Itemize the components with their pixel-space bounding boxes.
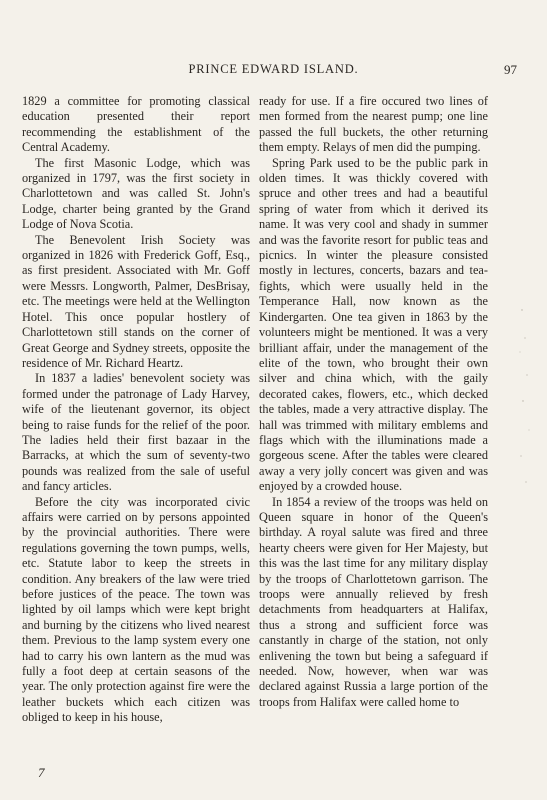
paragraph: The first Masonic Lodge, which was organized in 1797, was the first society in Charlottetown and was called St. John's Lodge, charter being granted by the Grand Lodge of Nova Scotia. (22, 155, 250, 232)
paragraph: Spring Park used to be the public park in olden times. It was thickly covered with spruce and other trees and had a beautiful spring of water from which it derived its name. It was very cool and shady in summer and was the favorite resort for public teas and picnics. In winter the pleasure consisted mostly in lectures, concerts, bazars and tea-fights, which were usually held in the Temperance Hall, now known as the Kindergarten. One tea given in 1863 by the volunteers might be mentioned. It was a very brilliant affair, under the management of the elite of the town, who brought their own silver and china which, with the gaily decorated cakes, flowers, etc., which decked the tables, made a very attractive display. The hall was trimmed with military emblems and flags which with the illuminations made a gorgeous scene. After the tables were cleared away a very jolly concert was given and was enjoyed by a crowded house. (259, 155, 488, 494)
paragraph: In 1854 a review of the troops was held on Queen square in honor of the Queen's birthday. A royal salute was fired and three hearty cheers were given for Her Majesty, but this was the last time for any military display by the troops of Charlottetown garrison. The troops were annually relieved by fresh detachments from headquarters at Halifax, thus a strong and sufficient force was canstantly in charge of the station, not only enlivening the town but being a safeguard if needed. Now, however, when war was declared against Russia a large portion of the troops from Halifax were called home to (259, 494, 488, 709)
margin-specks (516, 300, 536, 500)
running-title: PRINCE EDWARD ISLAND. (188, 62, 359, 76)
paragraph: In 1837 a ladies' benevolent society was formed under the patronage of Lady Harvey, wife of the lieutenant governor, its object being to raise funds for the relief of the poor. The ladies held their first bazaar in the Barracks, at which the sum of seventy-two pounds was realized from the sale of useful and fancy articles. (22, 371, 250, 494)
right-column (259, 94, 488, 710)
paragraph: ready for use. If a fire occured two lines of men formed from the nearest pump; one line passed the full buckets, the other returning them empty. Relays of men did the pumping. (259, 94, 488, 155)
signature-mark: 7 (38, 765, 45, 780)
left-column (22, 94, 250, 726)
paragraph: 1829 a committee for promoting classical education presented their report recommending the establishment of the Central Academy. (22, 94, 250, 155)
page-header (0, 62, 547, 82)
paragraph: Before the city was incorporated civic affairs were carried on by persons appointed by the provincial authorities. There were regulations governing the town pumps, wells, etc. Statute labor to keep the streets in condition. Any breakers of the law were tried before justices of the peace. The town was lighted by oil lamps which were kept bright and burning by the citizens who lived nearest them. Previous to the lamp system every one had to carry his own lantern as the mud was fully a foot deep at certain seasons of the year. The only protection against fire were the leather buckets which each citizen was obliged to keep in his house, (22, 494, 250, 725)
page-number: 97 (504, 62, 517, 77)
paragraph: The Benevolent Irish Society was organized in 1826 with Frederick Goff, Esq., as first president. Associated with Mr. Goff were Messrs. Longworth, Palmer, DesBrisay, etc. The meetings were held at the Wellington Hotel. This once popular hostlery of Charlottetown still stands on the corner of Great George and Sydney streets, opposite the residence of Mr. Richard Heartz. (22, 232, 250, 370)
